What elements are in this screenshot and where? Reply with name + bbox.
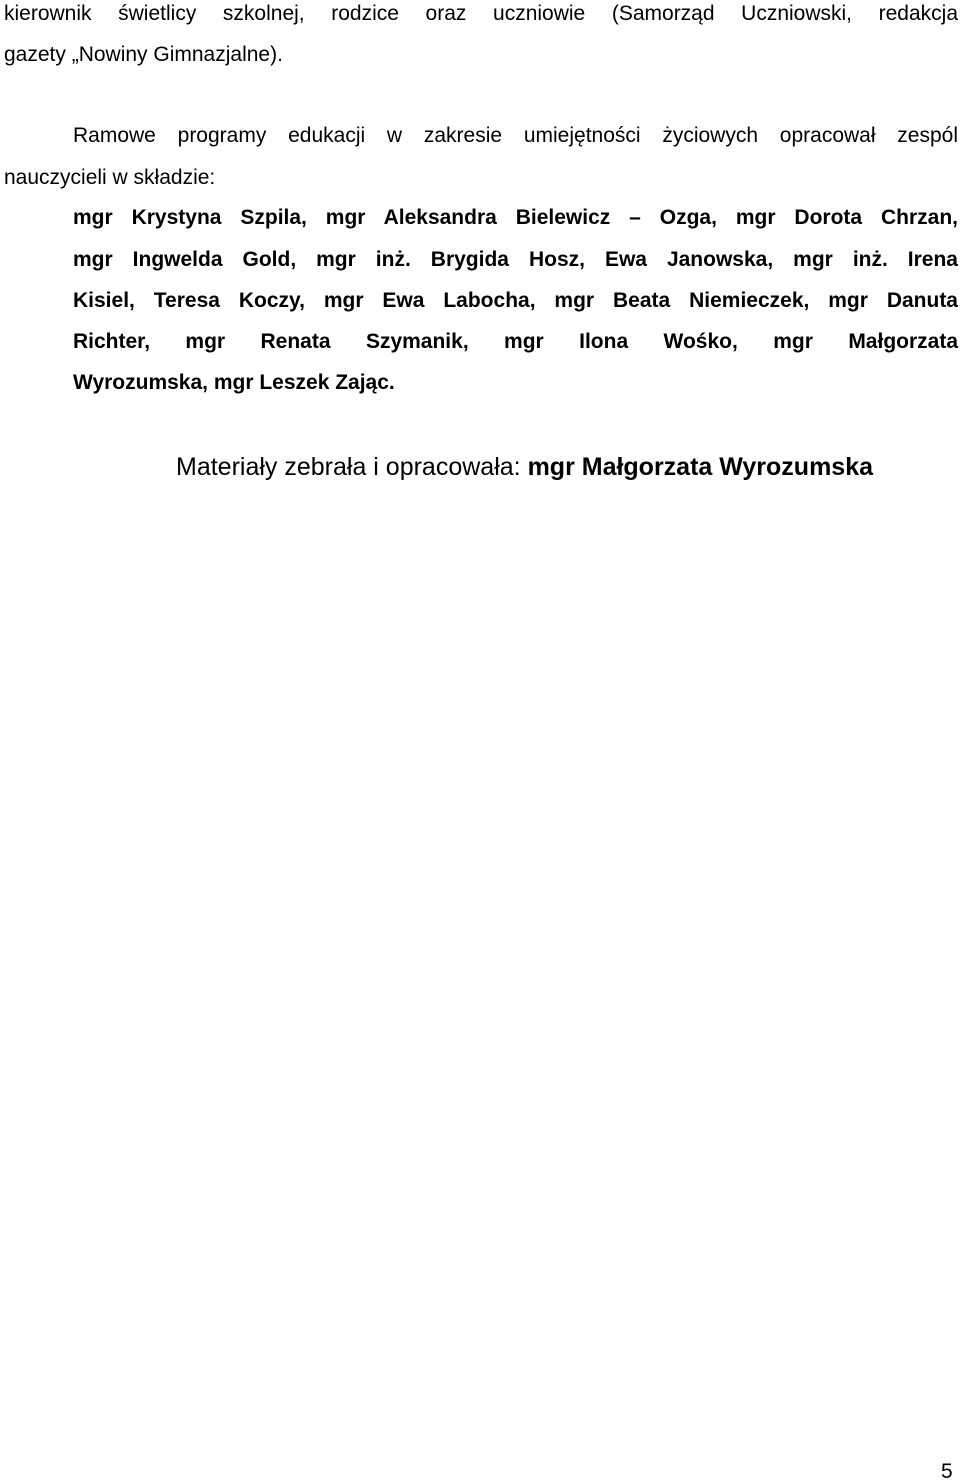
paragraph-1-line-2: gazety „Nowiny Gimnazjalne). [4,43,283,66]
page-number: 5 [941,1460,953,1483]
authors-line-4: Richter, mgr Renata Szymanik, mgr Ilona Wośko, mgr Małgorzata [73,330,958,353]
authors-line-5: Wyrozumska, mgr Leszek Zając. [73,371,395,394]
paragraph-2-line-1: Ramowe programy edukacji w zakresie umiejętności życiowych opracował zespól [73,124,958,147]
authors-line-2: mgr Ingwelda Gold, mgr inż. Brygida Hosz, Ewa Janowska, mgr inż. Irena [73,248,958,271]
closing-name: mgr Małgorzata Wyrozumska [527,453,874,481]
paragraph-2-line-2: nauczycieli w składzie: [4,166,216,189]
authors-line-3: Kisiel, Teresa Koczy, mgr Ewa Labocha, mgr Beata Niemieczek, mgr Danuta [73,289,958,312]
paragraph-1-line-1: kierownik świetlicy szkolnej, rodzice oraz uczniowie (Samorząd Uczniowski, redakcja [4,2,958,25]
closing-credit [176,452,873,482]
authors-line-1: mgr Krystyna Szpila, mgr Aleksandra Bielewicz – Ozga, mgr Dorota Chrzan, [73,206,958,229]
closing-label: Materiały zebrała i opracowała: [176,453,528,481]
